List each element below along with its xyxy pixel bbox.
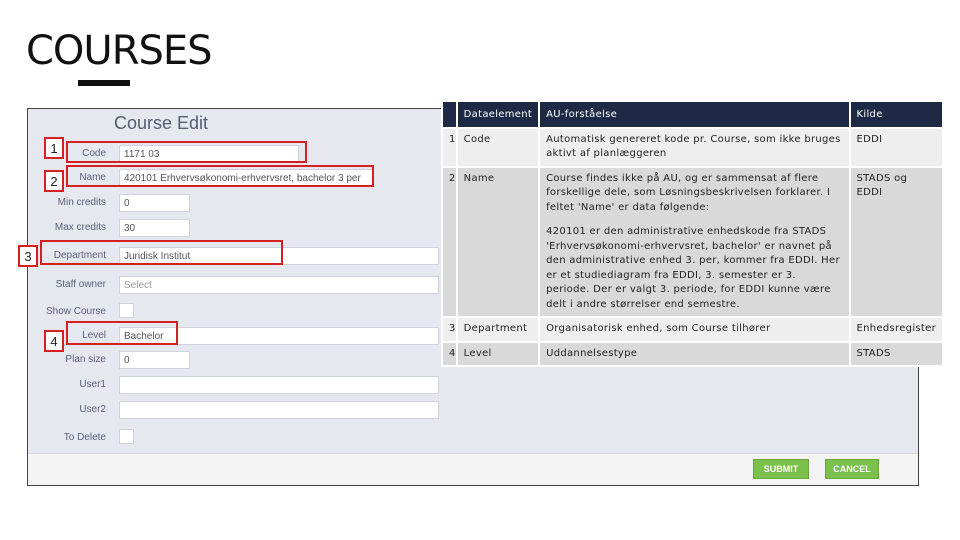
max-credits-label: Max credits bbox=[54, 222, 106, 233]
staff-owner-select[interactable]: Select bbox=[119, 276, 439, 294]
name-field[interactable]: 420101 Erhvervsøkonomi-erhvervsret, bachelor 3 per bbox=[119, 169, 373, 187]
level-label: Level bbox=[82, 330, 106, 341]
row-source: EDDI bbox=[850, 128, 943, 167]
marker-2: 2 bbox=[44, 170, 64, 192]
show-course-label: Show Course bbox=[45, 306, 106, 317]
cancel-button[interactable]: CANCEL bbox=[825, 459, 879, 479]
name-label: Name bbox=[79, 172, 106, 183]
plan-size-label: Plan size bbox=[65, 354, 106, 365]
highlight-code bbox=[66, 141, 307, 163]
row-description bbox=[539, 342, 849, 367]
row-number: 1 bbox=[442, 128, 457, 167]
department-field[interactable]: Juridisk Institut bbox=[119, 247, 439, 265]
table-row bbox=[442, 128, 943, 167]
header-number bbox=[442, 101, 457, 128]
min-credits-field[interactable]: 0 bbox=[119, 194, 190, 212]
highlight-department bbox=[40, 240, 283, 265]
table-row bbox=[442, 342, 943, 367]
plan-size-field[interactable]: 0 bbox=[119, 351, 190, 369]
code-label: Code bbox=[82, 148, 106, 159]
header-au-forstaaelse: AU-forståelse bbox=[539, 101, 849, 128]
data-element-table bbox=[441, 100, 944, 367]
form-row-max-credits bbox=[28, 217, 438, 241]
title-underline bbox=[78, 80, 130, 86]
min-credits-label: Min credits bbox=[57, 197, 106, 208]
form-row-staff-owner bbox=[28, 274, 438, 298]
to-delete-label: To Delete bbox=[63, 432, 106, 443]
header-kilde: Kilde bbox=[850, 101, 943, 128]
row-element: Level bbox=[457, 342, 539, 367]
highlight-name bbox=[66, 165, 374, 187]
course-edit-title: Course Edit bbox=[114, 113, 209, 133]
row-description bbox=[539, 128, 849, 167]
marker-4: 4 bbox=[44, 330, 64, 352]
user1-label: User1 bbox=[79, 379, 106, 390]
to-delete-checkbox[interactable] bbox=[119, 429, 134, 444]
row-source: STADS bbox=[850, 342, 943, 367]
marker-1: 1 bbox=[44, 137, 64, 159]
description-text: Automatisk genereret kode pr. Course, som ikke bruges aktivt af planlæggeren bbox=[546, 133, 841, 159]
row-number: 3 bbox=[442, 317, 457, 342]
submit-button[interactable]: SUBMIT bbox=[753, 459, 809, 479]
row-description bbox=[539, 317, 849, 342]
description-text: Uddannelsestype bbox=[546, 347, 638, 359]
table-row bbox=[442, 167, 943, 318]
department-label: Department bbox=[53, 250, 106, 261]
highlight-level bbox=[66, 321, 178, 345]
user2-field[interactable] bbox=[119, 401, 439, 419]
row-source: Enhedsregister bbox=[850, 317, 943, 342]
row-number: 2 bbox=[442, 167, 457, 318]
max-credits-field[interactable]: 30 bbox=[119, 219, 190, 237]
marker-3: 3 bbox=[18, 245, 38, 267]
staff-owner-label: Staff owner bbox=[55, 279, 106, 290]
level-field[interactable]: Bachelor bbox=[119, 327, 439, 345]
show-course-checkbox[interactable] bbox=[119, 303, 134, 318]
row-element: Department bbox=[457, 317, 539, 342]
description-text: Organisatorisk enhed, som Course tilhører bbox=[546, 323, 771, 334]
form-row-plan-size bbox=[28, 349, 438, 373]
user2-label: User2 bbox=[79, 404, 106, 415]
form-row-min-credits bbox=[28, 192, 438, 216]
description-text: Course findes ikke på AU, og er sammensat af flere forskellige dele, som Løsningsbeskrivelsen forklarer. I feltet 'Name' er data følgende: bbox=[546, 172, 831, 213]
form-row-user2 bbox=[28, 399, 438, 423]
row-element: Code bbox=[457, 128, 539, 167]
row-number: 4 bbox=[442, 342, 457, 367]
form-row-user1 bbox=[28, 374, 438, 398]
form-row-to-delete bbox=[28, 427, 438, 451]
slide-title: COURSES bbox=[26, 28, 212, 74]
table-header-row bbox=[442, 101, 943, 128]
row-element: Name bbox=[457, 167, 539, 318]
table-row bbox=[442, 317, 943, 342]
description-text: 420101 er den administrative enhedskode fra STADS 'Erhvervsøkonomi-erhvervsret, bachelor' er navnet på den administrative enhed 3. per, kommer fra EDDI. Her er et studiediagram fra EDDI, 3. semester er 3. periode. Der er valgt 3. periode, for EDDI kunne være delt i andre størrelser end semestre. bbox=[546, 226, 840, 310]
user1-field[interactable] bbox=[119, 376, 439, 394]
header-dataelement: Dataelement bbox=[457, 101, 539, 128]
row-description bbox=[539, 167, 849, 318]
code-field[interactable]: 1171 03 bbox=[119, 145, 299, 163]
row-source: STADS og EDDI bbox=[850, 167, 943, 318]
